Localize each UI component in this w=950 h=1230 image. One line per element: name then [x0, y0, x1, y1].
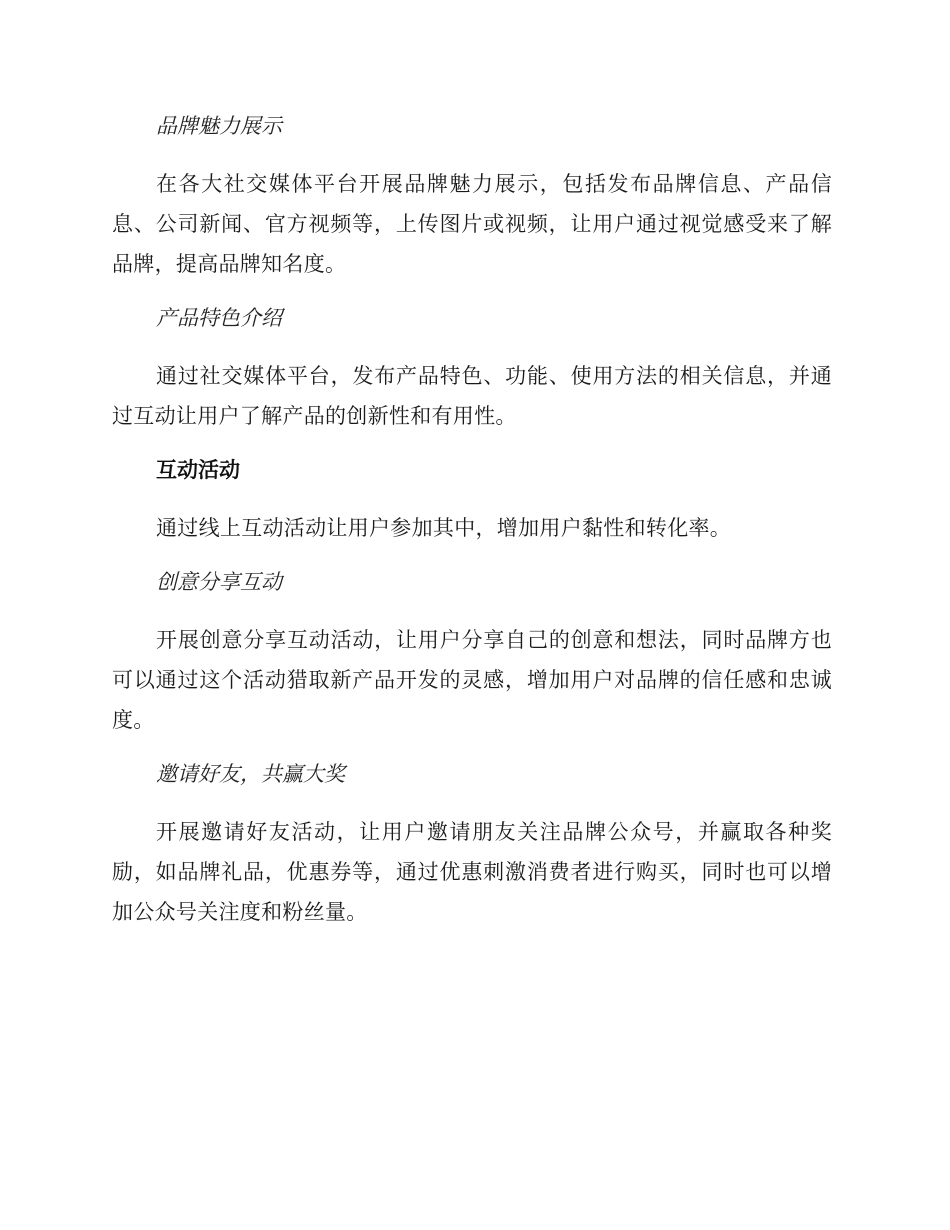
- section-heading-interactive-activities: 互动活动: [156, 457, 240, 482]
- subheading-invite-friends: 邀请好友，共赢大奖: [156, 762, 345, 786]
- paragraph-interactive-activities: 通过线上互动活动让用户参加其中，增加用户黏性和转化率。: [156, 516, 732, 540]
- paragraph-product-features: 通过社交媒体平台，发布产品特色、功能、使用方法的相关信息，并通过互动让用户了解产品的创新性和有用性。: [112, 364, 832, 428]
- document-page: [112, 108, 832, 948]
- subheading-creative-sharing: 创意分享互动: [156, 570, 282, 594]
- paragraph-invite-friends: 开展邀请好友活动，让用户邀请朋友关注品牌公众号，并赢取各种奖励，如品牌礼品，优惠券等，通过优惠刺激消费者进行购买，同时也可以增加公众号关注度和粉丝量。: [112, 820, 832, 924]
- paragraph-brand-showcase: 在各大社交媒体平台开展品牌魅力展示，包括发布品牌信息、产品信息、公司新闻、官方视频等，上传图片或视频，让用户通过视觉感受来了解品牌，提高品牌知名度。: [112, 172, 832, 276]
- paragraph-creative-sharing: 开展创意分享互动活动，让用户分享自己的创意和想法，同时品牌方也可以通过这个活动猎取新产品开发的灵感，增加用户对品牌的信任感和忠诚度。: [112, 628, 832, 732]
- subheading-product-features: 产品特色介绍: [156, 306, 282, 330]
- subheading-brand-showcase: 品牌魅力展示: [156, 114, 282, 138]
